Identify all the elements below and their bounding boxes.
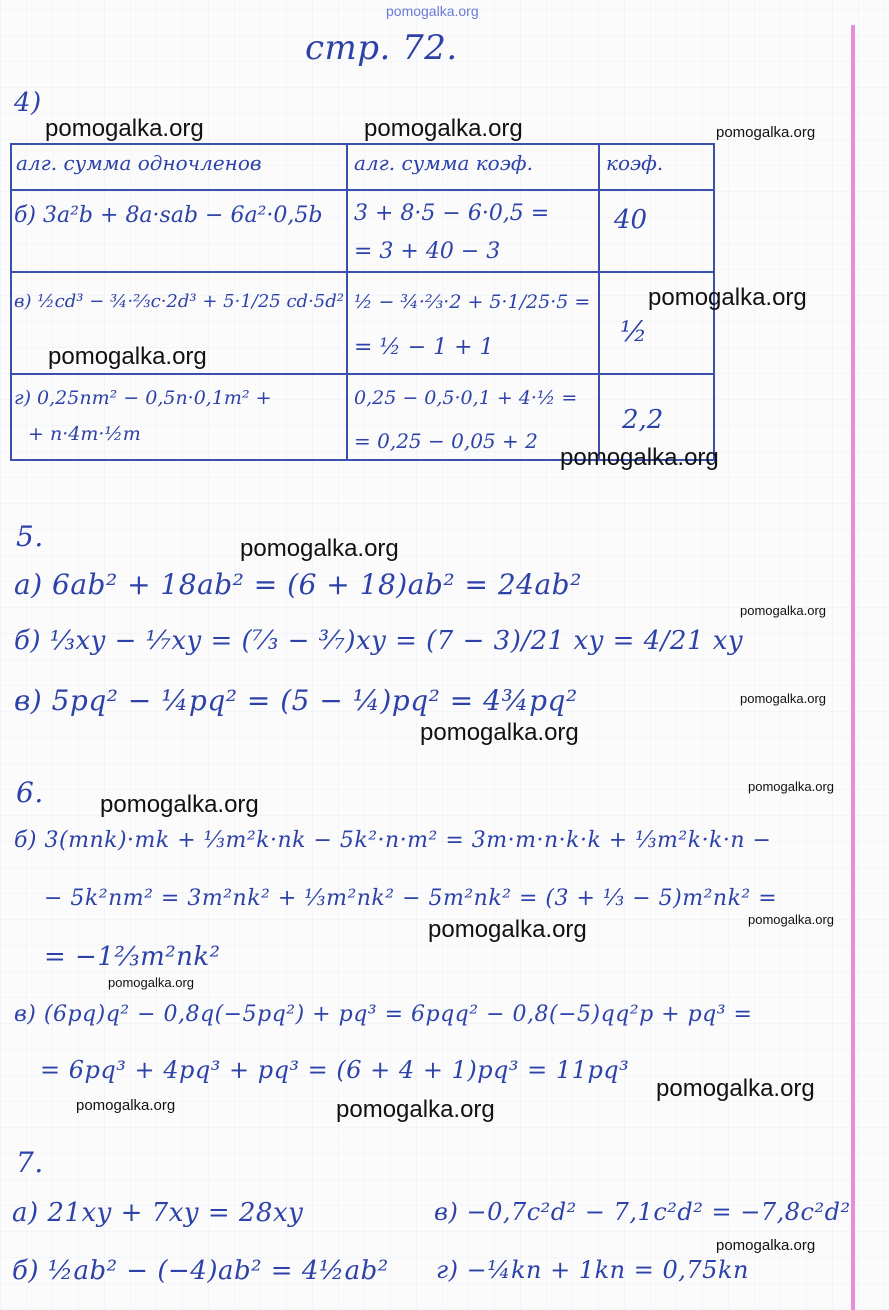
row3-coef-sum-1: 0,25 − 0,5·0,1 + 4·½ =	[354, 387, 578, 409]
task5-line-a: а) 6ab² + 18ab² = (6 + 18)ab² = 24ab²	[14, 568, 582, 601]
task6-line-3: = −1⅔m²nk²	[44, 942, 221, 972]
watermark: pomogalka.org	[716, 1237, 816, 1254]
watermark: pomogalka.org	[108, 975, 194, 990]
watermark: pomogalka.org	[420, 719, 579, 746]
task7-left-b: б) ½ab² − (−4)ab² = 4½ab²	[12, 1256, 389, 1286]
watermark: pomogalka.org	[240, 535, 399, 562]
margin-line	[851, 25, 855, 1310]
task7-right-c: в) −0,7c²d² − 7,1c²d² = −7,8c²d²	[434, 1198, 851, 1226]
task6-line-2: − 5k²nm² = 3m²nk² + ⅓m²nk² − 5m²nk² = (3 + ⅓ − 5)m²nk² =	[44, 886, 778, 911]
row1-monomials: б) 3a²b + 8a·sab − 6a²·0,5b	[14, 203, 323, 228]
row2-coef-sum-2: = ½ − 1 + 1	[354, 335, 494, 360]
row2-coef-sum-1: ½ − ¾·⅔·2 + 5·1/25·5 =	[354, 291, 591, 313]
watermark-top: pomogalka.org	[386, 3, 479, 19]
task4-table	[10, 143, 715, 461]
watermark: pomogalka.org	[656, 1075, 815, 1102]
watermark: pomogalka.org	[740, 691, 826, 706]
task6-number: 6.	[16, 776, 44, 809]
task6-line-5: = 6pq³ + 4pq³ + pq³ = (6 + 4 + 1)pq³ = 11pq³	[40, 1056, 630, 1084]
watermark: pomogalka.org	[740, 603, 826, 618]
watermark: pomogalka.org	[748, 779, 834, 794]
watermark: pomogalka.org	[45, 115, 204, 142]
watermark: pomogalka.org	[716, 124, 816, 141]
task6-line-4: в) (6pq)q² − 0,8q(−5pq²) + pq³ = 6pqq² − 0,8(−5)qq²p + pq³ =	[14, 1002, 753, 1027]
task5-number: 5.	[16, 520, 44, 553]
watermark: pomogalka.org	[364, 115, 523, 142]
row3-coef-sum-2: = 0,25 − 0,05 + 2	[354, 429, 538, 453]
row1-coef-sum-1: 3 + 8·5 − 6·0,5 =	[354, 201, 550, 226]
watermark: pomogalka.org	[560, 444, 719, 471]
watermark: pomogalka.org	[748, 912, 834, 927]
task5-line-c: в) 5pq² − ¼pq² = (5 − ¼)pq² = 4¾pq²	[14, 684, 578, 717]
table-header-monomials: алг. сумма одночленов	[16, 151, 262, 175]
table-header-coef: коэф.	[606, 151, 664, 175]
task7-right-d: г) −¼kn + 1kn = 0,75kn	[436, 1256, 749, 1284]
watermark: pomogalka.org	[428, 916, 587, 943]
row1-coef-sum-2: = 3 + 40 − 3	[354, 239, 501, 264]
row3-coef: 2,2	[622, 405, 664, 435]
watermark: pomogalka.org	[48, 343, 207, 370]
row3-monomials-2: + n·4m·½m	[28, 423, 141, 445]
row3-monomials-1: г) 0,25nm² − 0,5n·0,1m² +	[14, 387, 272, 409]
row2-coef: ½	[620, 315, 648, 348]
watermark: pomogalka.org	[648, 284, 807, 311]
task6-line-1: б) 3(mnk)·mk + ⅓m²k·nk − 5k²·n·m² = 3m·m·n·k·k + ⅓m²k·k·n −	[14, 828, 772, 853]
task5-line-b: б) ⅓xy − ⅐xy = (⁷⁄₃ − ³⁄₇)xy = (7 − 3)/21 xy = 4/21 xy	[14, 626, 744, 656]
watermark: pomogalka.org	[76, 1097, 176, 1114]
row1-coef: 40	[614, 205, 648, 235]
task7-left-a: а) 21xy + 7xy = 28xy	[12, 1198, 304, 1228]
watermark: pomogalka.org	[336, 1096, 495, 1123]
row2-monomials: в) ½cd³ − ¾·⅔c·2d³ + 5·1/25 cd·5d²	[14, 291, 344, 312]
task7-number: 7.	[16, 1146, 44, 1179]
table-header-coef-sum: алг. сумма коэф.	[354, 151, 533, 175]
page-header: стр. 72.	[305, 28, 458, 68]
watermark: pomogalka.org	[100, 791, 259, 818]
task4-number: 4)	[14, 88, 42, 118]
